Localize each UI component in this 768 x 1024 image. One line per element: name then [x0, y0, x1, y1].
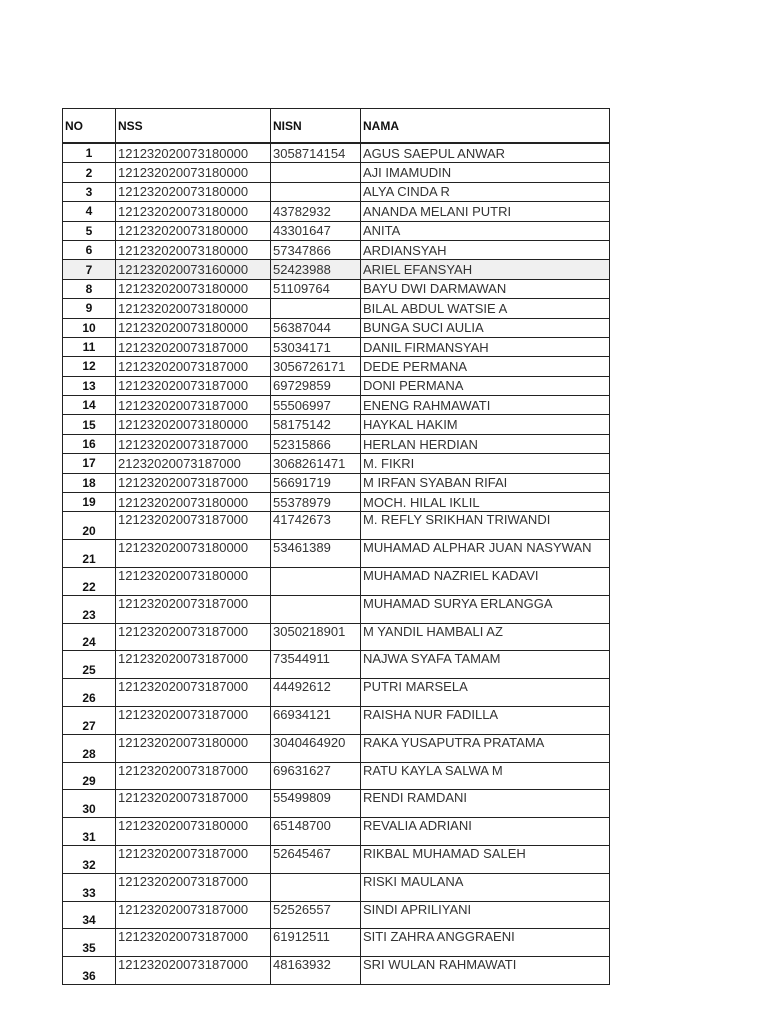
cell-nss: 121232020073187000 [116, 845, 271, 873]
cell-nss: 121232020073180000 [116, 415, 271, 434]
cell-nama: AJI IMAMUDIN [361, 163, 610, 182]
cell-no: 19 [63, 493, 116, 512]
cell-nss: 121232020073180000 [116, 818, 271, 846]
cell-nama: RAKA YUSAPUTRA PRATAMA [361, 734, 610, 762]
cell-no: 14 [63, 396, 116, 415]
cell-no: 9 [63, 299, 116, 318]
cell-nisn: 51109764 [271, 279, 361, 298]
cell-no: 12 [63, 357, 116, 376]
table-row [63, 493, 610, 512]
cell-nss: 121232020073187000 [116, 651, 271, 679]
table-header-row [63, 109, 610, 144]
cell-nama: ARIEL EFANSYAH [361, 260, 610, 279]
table-row [63, 818, 610, 846]
table-row [63, 845, 610, 873]
cell-nisn: 52315866 [271, 434, 361, 453]
cell-nisn: 69631627 [271, 762, 361, 790]
student-table [62, 108, 610, 985]
cell-nisn [271, 182, 361, 201]
table-row [63, 512, 610, 540]
cell-nss: 121232020073180000 [116, 568, 271, 596]
cell-no: 4 [63, 202, 116, 221]
table-row [63, 221, 610, 240]
cell-no: 35 [63, 929, 116, 957]
cell-no: 26 [63, 679, 116, 707]
table-row [63, 240, 610, 259]
cell-nss: 21232020073187000 [116, 454, 271, 473]
table-row [63, 595, 610, 623]
cell-nama: AGUS SAEPUL ANWAR [361, 143, 610, 163]
header-nss: NSS [116, 109, 271, 144]
cell-no: 8 [63, 279, 116, 298]
cell-nama: ALYA CINDA R [361, 182, 610, 201]
cell-no: 27 [63, 707, 116, 735]
cell-nss: 121232020073187000 [116, 357, 271, 376]
table-row [63, 182, 610, 201]
cell-nama: PUTRI MARSELA [361, 679, 610, 707]
cell-nama: SINDI APRILIYANI [361, 901, 610, 929]
cell-nama: HAYKAL HAKIM [361, 415, 610, 434]
cell-nss: 121232020073180000 [116, 182, 271, 201]
cell-nisn: 44492612 [271, 679, 361, 707]
table-row [63, 260, 610, 279]
cell-nisn: 3050218901 [271, 623, 361, 651]
cell-nama: M. FIKRI [361, 454, 610, 473]
cell-nama: ANANDA MELANI PUTRI [361, 202, 610, 221]
cell-nama: DEDE PERMANA [361, 357, 610, 376]
cell-nama: REVALIA ADRIANI [361, 818, 610, 846]
cell-nss: 121232020073180000 [116, 318, 271, 337]
cell-nama: NAJWA SYAFA TAMAM [361, 651, 610, 679]
cell-no: 25 [63, 651, 116, 679]
cell-nss: 121232020073180000 [116, 163, 271, 182]
header-nama: NAMA [361, 109, 610, 144]
cell-nss: 121232020073187000 [116, 762, 271, 790]
cell-nss: 121232020073187000 [116, 901, 271, 929]
cell-nss: 121232020073180000 [116, 734, 271, 762]
cell-nama: RENDI RAMDANI [361, 790, 610, 818]
table-row [63, 299, 610, 318]
cell-nisn: 41742673 [271, 512, 361, 540]
cell-nss: 121232020073187000 [116, 512, 271, 540]
table-row [63, 454, 610, 473]
cell-nss: 121232020073187000 [116, 595, 271, 623]
table-row [63, 957, 610, 985]
cell-nama: RIKBAL MUHAMAD SALEH [361, 845, 610, 873]
cell-nama: RATU KAYLA SALWA M [361, 762, 610, 790]
cell-nisn: 56691719 [271, 473, 361, 492]
table-row [63, 873, 610, 901]
cell-nisn: 53461389 [271, 540, 361, 568]
cell-nisn: 61912511 [271, 929, 361, 957]
cell-nisn [271, 595, 361, 623]
cell-nisn: 69729859 [271, 376, 361, 395]
cell-no: 24 [63, 623, 116, 651]
cell-nss: 121232020073180000 [116, 221, 271, 240]
cell-nisn [271, 568, 361, 596]
cell-nss: 121232020073187000 [116, 434, 271, 453]
cell-nama: DONI PERMANA [361, 376, 610, 395]
cell-nss: 121232020073187000 [116, 623, 271, 651]
table-row [63, 734, 610, 762]
cell-nama: RAISHA NUR FADILLA [361, 707, 610, 735]
table-row [63, 623, 610, 651]
cell-nisn: 48163932 [271, 957, 361, 985]
cell-nisn: 55378979 [271, 493, 361, 512]
cell-no: 7 [63, 260, 116, 279]
cell-nisn [271, 873, 361, 901]
cell-no: 18 [63, 473, 116, 492]
cell-no: 28 [63, 734, 116, 762]
table-row [63, 202, 610, 221]
cell-nisn: 58175142 [271, 415, 361, 434]
cell-no: 20 [63, 512, 116, 540]
table-row [63, 415, 610, 434]
cell-nama: BILAL ABDUL WATSIE A [361, 299, 610, 318]
cell-nss: 121232020073187000 [116, 396, 271, 415]
cell-nama: ARDIANSYAH [361, 240, 610, 259]
cell-nisn: 56387044 [271, 318, 361, 337]
cell-nama: ANITA [361, 221, 610, 240]
cell-nisn: 3056726171 [271, 357, 361, 376]
cell-nss: 121232020073187000 [116, 873, 271, 901]
cell-nama: M IRFAN SYABAN RIFAI [361, 473, 610, 492]
cell-no: 29 [63, 762, 116, 790]
cell-nisn: 52526557 [271, 901, 361, 929]
cell-nss: 121232020073187000 [116, 679, 271, 707]
cell-no: 3 [63, 182, 116, 201]
cell-nama: SRI WULAN RAHMAWATI [361, 957, 610, 985]
cell-no: 11 [63, 337, 116, 356]
table-body [63, 109, 610, 985]
table-row [63, 434, 610, 453]
cell-no: 23 [63, 595, 116, 623]
cell-nisn [271, 299, 361, 318]
table-row [63, 357, 610, 376]
cell-nisn: 43782932 [271, 202, 361, 221]
cell-nss: 121232020073187000 [116, 337, 271, 356]
table-row [63, 651, 610, 679]
cell-nama: HERLAN HERDIAN [361, 434, 610, 453]
cell-no: 5 [63, 221, 116, 240]
cell-no: 22 [63, 568, 116, 596]
cell-nisn: 57347866 [271, 240, 361, 259]
header-nisn: NISN [271, 109, 361, 144]
cell-nisn: 55499809 [271, 790, 361, 818]
cell-nss: 121232020073187000 [116, 929, 271, 957]
cell-nss: 121232020073160000 [116, 260, 271, 279]
header-no: NO [63, 109, 116, 144]
cell-nss: 121232020073180000 [116, 143, 271, 163]
table-row [63, 762, 610, 790]
cell-no: 17 [63, 454, 116, 473]
cell-no: 10 [63, 318, 116, 337]
table-row [63, 473, 610, 492]
table-row [63, 163, 610, 182]
table-row [63, 279, 610, 298]
cell-nama: MOCH. HILAL IKLIL [361, 493, 610, 512]
cell-no: 30 [63, 790, 116, 818]
table-row [63, 376, 610, 395]
cell-no: 6 [63, 240, 116, 259]
table-row [63, 707, 610, 735]
cell-nama: M. REFLY SRIKHAN TRIWANDI [361, 512, 610, 540]
cell-nisn: 66934121 [271, 707, 361, 735]
cell-nisn: 3058714154 [271, 143, 361, 163]
cell-nss: 121232020073180000 [116, 240, 271, 259]
cell-nisn: 73544911 [271, 651, 361, 679]
cell-no: 16 [63, 434, 116, 453]
cell-nama: MUHAMAD NAZRIEL KADAVI [361, 568, 610, 596]
cell-nisn: 3068261471 [271, 454, 361, 473]
cell-nama: MUHAMAD SURYA ERLANGGA [361, 595, 610, 623]
cell-no: 13 [63, 376, 116, 395]
cell-no: 34 [63, 901, 116, 929]
cell-nisn: 3040464920 [271, 734, 361, 762]
cell-nss: 121232020073187000 [116, 790, 271, 818]
cell-nama: BAYU DWI DARMAWAN [361, 279, 610, 298]
cell-no: 2 [63, 163, 116, 182]
table-row [63, 396, 610, 415]
cell-nss: 121232020073187000 [116, 376, 271, 395]
cell-nama: ENENG RAHMAWATI [361, 396, 610, 415]
cell-nss: 121232020073187000 [116, 473, 271, 492]
cell-no: 36 [63, 957, 116, 985]
table-row [63, 901, 610, 929]
table-row [63, 540, 610, 568]
cell-no: 31 [63, 818, 116, 846]
cell-nss: 121232020073180000 [116, 540, 271, 568]
table-row [63, 318, 610, 337]
cell-nisn: 55506997 [271, 396, 361, 415]
table-row [63, 679, 610, 707]
table-row [63, 143, 610, 163]
cell-nss: 121232020073180000 [116, 493, 271, 512]
cell-nisn: 52645467 [271, 845, 361, 873]
cell-nama: BUNGA SUCI AULIA [361, 318, 610, 337]
cell-nama: DANIL FIRMANSYAH [361, 337, 610, 356]
cell-nama: M YANDIL HAMBALI AZ [361, 623, 610, 651]
cell-nss: 121232020073180000 [116, 299, 271, 318]
cell-nisn: 52423988 [271, 260, 361, 279]
cell-nisn [271, 163, 361, 182]
cell-nss: 121232020073187000 [116, 707, 271, 735]
cell-nisn: 65148700 [271, 818, 361, 846]
cell-nisn: 43301647 [271, 221, 361, 240]
table-row [63, 790, 610, 818]
table-row [63, 337, 610, 356]
cell-no: 32 [63, 845, 116, 873]
cell-nama: SITI ZAHRA ANGGRAENI [361, 929, 610, 957]
cell-nisn: 53034171 [271, 337, 361, 356]
table-row [63, 929, 610, 957]
cell-no: 33 [63, 873, 116, 901]
cell-no: 1 [63, 143, 116, 163]
cell-nama: RISKI MAULANA [361, 873, 610, 901]
cell-no: 21 [63, 540, 116, 568]
cell-nss: 121232020073187000 [116, 957, 271, 985]
table-row [63, 568, 610, 596]
cell-nama: MUHAMAD ALPHAR JUAN NASYWAN [361, 540, 610, 568]
cell-nss: 121232020073180000 [116, 202, 271, 221]
cell-no: 15 [63, 415, 116, 434]
cell-nss: 121232020073180000 [116, 279, 271, 298]
